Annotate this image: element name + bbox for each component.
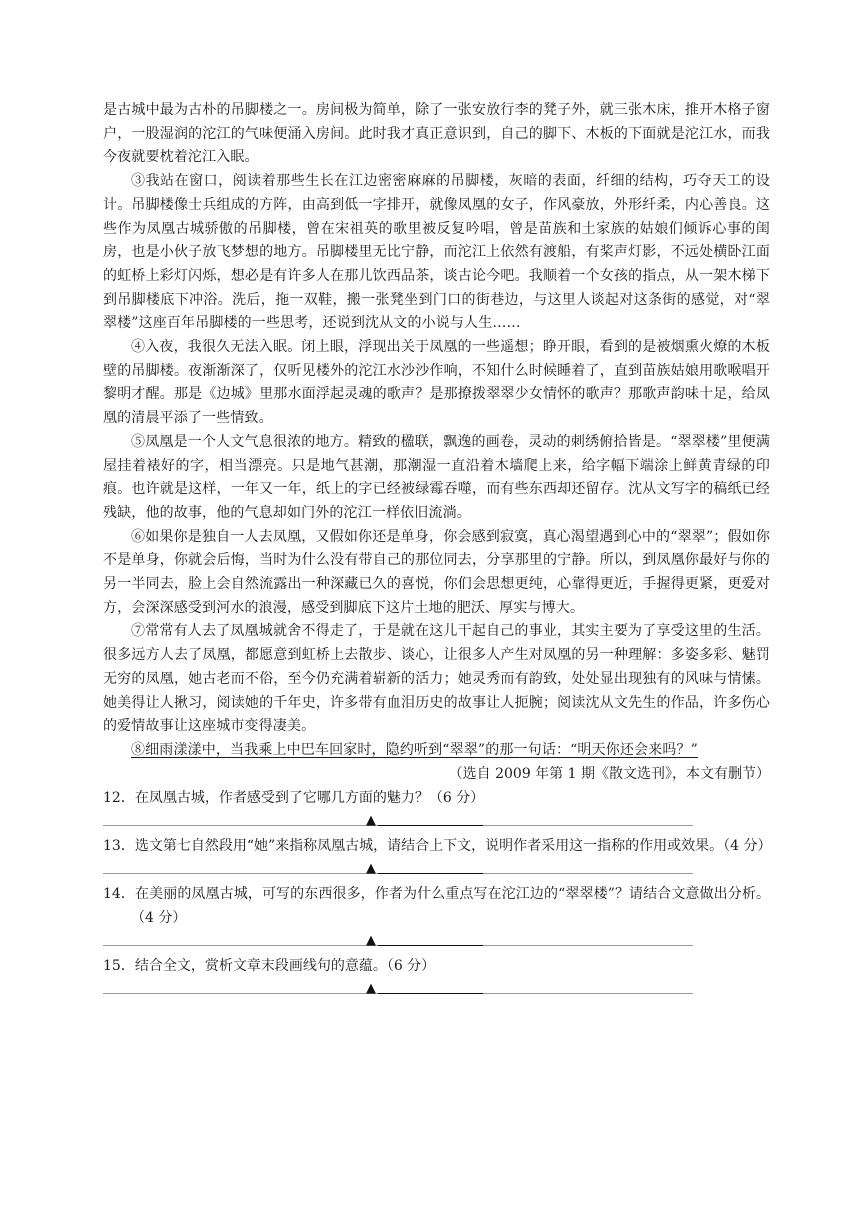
paragraph-8-underlined [103,739,770,763]
answer-line-13[interactable] [103,858,693,878]
question-14-text: 14．在美丽的凤凰古城，可写的东西很多，作者为什么重点写在沱江边的“翠翠楼”？请结合文意做出分析。（4 分） [103,886,770,927]
paragraph-3: ③我站在窗口，阅读着那些生长在江边密密麻麻的吊脚楼，灰暗的表面，纤细的结构，巧夺天工的设计。吊脚楼像士兵组成的方阵，由高到低一字排开，就像凤凰的女子，作风豪放，外形纤柔，内心善良。这些作为凤凰古城骄傲的吊脚楼，曾在宋祖英的歌里被反复吟唱，曾是苗族和土家族的姑娘们倾诉心事的闺房，也是小伙子放飞梦想的地方。吊脚楼里无比宁静，而沱江上依然有渡船，有桨声灯影，不远处横卧江面的虹桥上彩灯闪烁，想必是有许多人在那儿饮西品茶，谈古论今吧。我顺着一个女孩的指点，从一架木梯下到吊脚楼底下冲浴。洗后，拖一双鞋，搬一张凳坐到门口的街巷边，与这里人谈起对这条街的感觉，对“翠翠楼”这座百年吊脚楼的一些思考，还说到沈从文的小说与人生…… [103,173,770,332]
question-15 [103,954,770,998]
triangle-marker-icon: ▲ [366,981,376,997]
underlined-sentence: ⑧细雨漾漾中，当我乘上中巴车回家时，隐约听到“翠翠”的那一句话：“明天你还会来吗？” [131,741,698,758]
source-citation: （选自 2009 年第 1 期《散文选刊》，本文有删节） [448,765,770,782]
triangle-marker-icon: ▲ [366,813,376,829]
question-13 [103,834,770,878]
paragraph-2-continued: 是古城中最为古朴的吊脚楼之一。房间极为简单，除了一张安放行李的凳子外，就三张木床，推开木格子窗户，一股湿润的沱江的气味便涌入房间。此时我才真正意识到，自己的脚下、木板的下面就是沱江水，而我今夜就要枕着沱江入眠。 [103,102,770,166]
answer-line-12[interactable] [103,810,693,830]
paragraph-7: ⑦常常有人去了凤凰城就舍不得走了，于是就在这儿干起自己的事业，其实主要为了享受这里的生活。很多远方人去了凤凰，都愿意到虹桥上去散步、谈心，让很多人产生对凤凰的另一种理解：多姿多彩、魅罚无穷的凤凰，她古老而不俗，至今仍充满着崭新的活力；她灵秀而有韵致，处处显出现独有的风味与情愫。她美得让人揪习，阅读她的千年史，许多带有血泪历史的故事让人扼腕；阅读沈从文先生的作品，许多伤心的爱情故事让这座城市变得凄美。 [103,623,770,735]
question-13-text: 13．选文第七自然段用“她”来指称凤凰古城，请结合上下文，说明作者采用这一指称的作用或效果。（4 分） [103,838,772,855]
answer-line-15[interactable] [103,978,693,998]
paragraph-4: ④入夜，我很久无法入眠。闭上眼，浮现出关于凤凰的一些遥想；睁开眼，看到的是被烟熏火燎的木板壁的吊脚楼。夜渐渐深了，仅听见楼外的沱江水沙沙作响，不知什么时候睡着了，直到苗族姑娘用歌喉唱开黎明才醒。那是《边城》里那水面浮起灵魂的歌声？是那撩拨翠翠少女情怀的歌声？那歌声韵味十足，给凤凰的清晨平添了一些情致。 [103,339,770,427]
triangle-marker-icon: ▲ [366,861,376,877]
exam-page [103,99,770,998]
paragraph-5: ⑤凤凰是一个人文气息很浓的地方。精致的楹联，飘逸的画卷，灵动的刺绣俯拾皆是。“翠翠楼”里便满屋挂着裱好的字，相当漂亮。只是地气甚潮，那潮湿一直沿着木墙爬上来，给字幅下端涂上鲜黄青绿的印痕。也许就是这样，一年又一年，纸上的字已经被绿霉吞噬，而有些东西却还留存。沈从文写字的稿纸已经残缺，他的故事，他的气息却如门外的沱江一样依旧流淌。 [103,433,770,521]
paragraph-6: ⑥如果你是独自一人去凤凰，又假如你还是单身，你会感到寂寞，真心渴望遇到心中的“翠翠”；假如你不是单身，你就会后悔，当时为什么没有带自己的那位同去，分享那里的宁静。所以，到凤凰你最好与你的另一半同去，脸上会自然流露出一种深藏已久的喜悦，你们会思想更纯，心靠得更近，手握得更紧，更爱对方，会深深感受到河水的浪漫，感受到脚底下这片土地的肥沃、厚实与博大。 [103,528,770,616]
question-12-text: 12．在凤凰古城，作者感受到了它哪几方面的魅力？（6 分） [103,790,485,807]
triangle-marker-icon: ▲ [366,933,376,949]
answer-line-14[interactable] [103,930,693,950]
question-12 [103,786,770,830]
question-14 [103,882,770,950]
question-15-text: 15．结合全文，赏析文章末段画线句的意蕴。（6 分） [103,958,436,975]
